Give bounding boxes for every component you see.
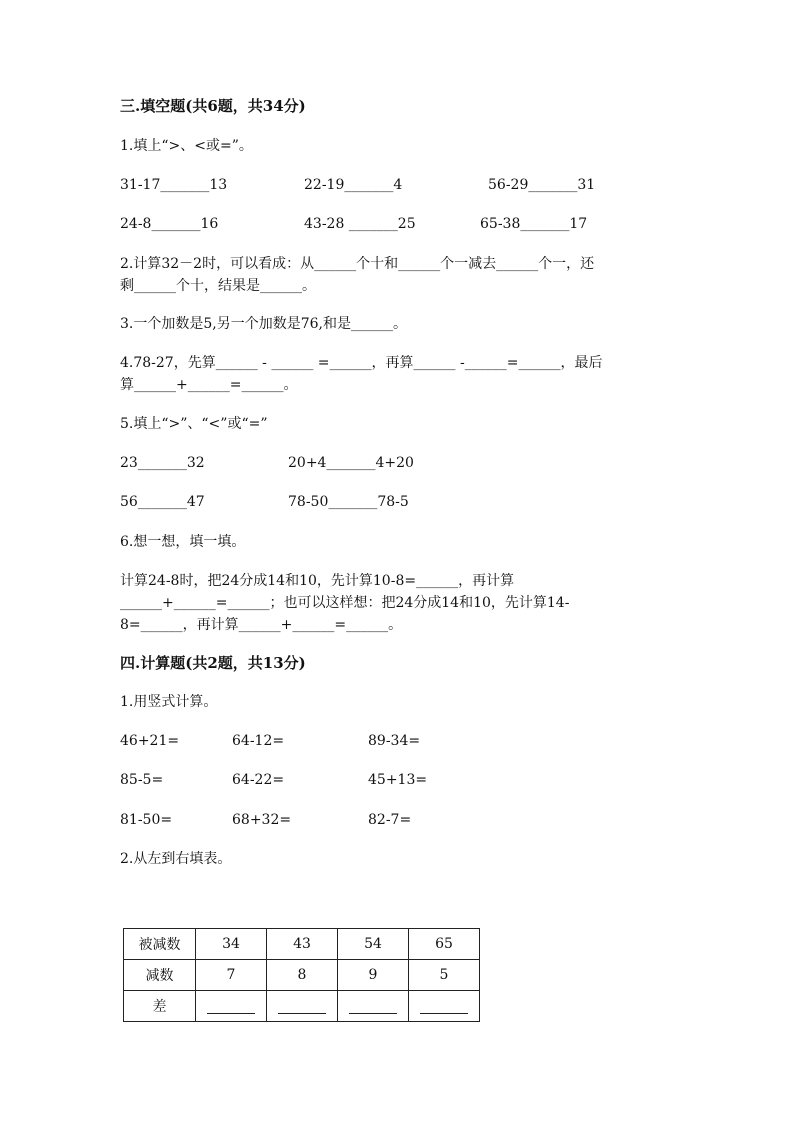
- q6-label: 6.想一想，填一填。: [120, 534, 246, 550]
- calc-item: 68+32=: [232, 812, 292, 828]
- table-row: [124, 960, 480, 991]
- section3-title: 三.填空题(共6题，共34分): [120, 97, 306, 115]
- table-head-cell: 减数: [124, 960, 196, 991]
- calc-item: 64-12=: [232, 733, 285, 749]
- q1-item: 56-29_______31: [488, 177, 596, 193]
- calc-item: 46+21=: [120, 733, 180, 749]
- table-cell: 9: [338, 960, 409, 991]
- q1-item: 31-17_______13: [120, 177, 228, 193]
- answer-blank[interactable]: [207, 999, 255, 1014]
- table-cell: 7: [196, 960, 267, 991]
- answer-blank-cell[interactable]: [267, 991, 338, 1022]
- q6-line: ______+______=______；也可以这样想：把24分成14和10，先计算14-: [120, 595, 570, 611]
- answer-blank[interactable]: [278, 999, 326, 1014]
- table-row: [124, 929, 480, 960]
- table-cell: 5: [409, 960, 480, 991]
- answer-blank[interactable]: [349, 999, 397, 1014]
- table-cell: 65: [409, 929, 480, 960]
- table-head-cell: 差: [124, 991, 196, 1022]
- calc-item: 64-22=: [232, 772, 285, 788]
- q5-item: 56_______47: [120, 494, 205, 510]
- subtraction-table: [123, 928, 480, 1022]
- table-cell: 34: [196, 929, 267, 960]
- q1-item: 24-8_______16: [120, 216, 219, 232]
- table-cell: 54: [338, 929, 409, 960]
- q4-line: 4.78-27，先算______ - ______ =______，再算______ -______=______，最后: [120, 355, 603, 371]
- section4-title: 四.计算题(共2题，共13分): [120, 654, 306, 672]
- q6-line: 8=______，再计算______+______=______。: [120, 617, 403, 633]
- calc-item: 81-50=: [120, 812, 173, 828]
- table-row: [124, 991, 480, 1022]
- table-cell: 43: [267, 929, 338, 960]
- q4-line: 算______+______=______。: [120, 377, 298, 393]
- q3-line: 3.一个加数是5,另一个加数是76,和是______。: [120, 316, 407, 332]
- q1-label: 1.填上“>、<或=”。: [120, 138, 253, 154]
- q1-item: 22-19_______4: [304, 177, 403, 193]
- calc-item: 85-5=: [120, 772, 164, 788]
- q5-item: 20+4_______4+20: [288, 455, 414, 471]
- q2-line: 剩______个十，结果是______。: [120, 278, 316, 294]
- table-label: 2.从左到右填表。: [120, 851, 232, 867]
- q2-line: 2.计算32－2时，可以看成：从______个十和______个一减去______个一，还: [120, 256, 595, 272]
- q5-item: 78-50_______78-5: [288, 494, 409, 510]
- q5-item: 23_______32: [120, 455, 205, 471]
- table-cell: 8: [267, 960, 338, 991]
- answer-blank-cell[interactable]: [338, 991, 409, 1022]
- answer-blank-cell[interactable]: [409, 991, 480, 1022]
- q6-line: 计算24-8时，把24分成14和10，先计算10-8=______，再计算: [120, 573, 515, 589]
- calc-item: 45+13=: [368, 772, 428, 788]
- q1-item: 65-38_______17: [480, 216, 588, 232]
- calc-item: 82-7=: [368, 812, 412, 828]
- answer-blank[interactable]: [420, 999, 468, 1014]
- answer-blank-cell[interactable]: [196, 991, 267, 1022]
- calc-label: 1.用竖式计算。: [120, 694, 218, 710]
- q1-item: 43-28 _______25: [304, 216, 416, 232]
- calc-item: 89-34=: [368, 733, 421, 749]
- q5-label: 5.填上“>”、“<”或“=”: [120, 416, 268, 432]
- table-head-cell: 被减数: [124, 929, 196, 960]
